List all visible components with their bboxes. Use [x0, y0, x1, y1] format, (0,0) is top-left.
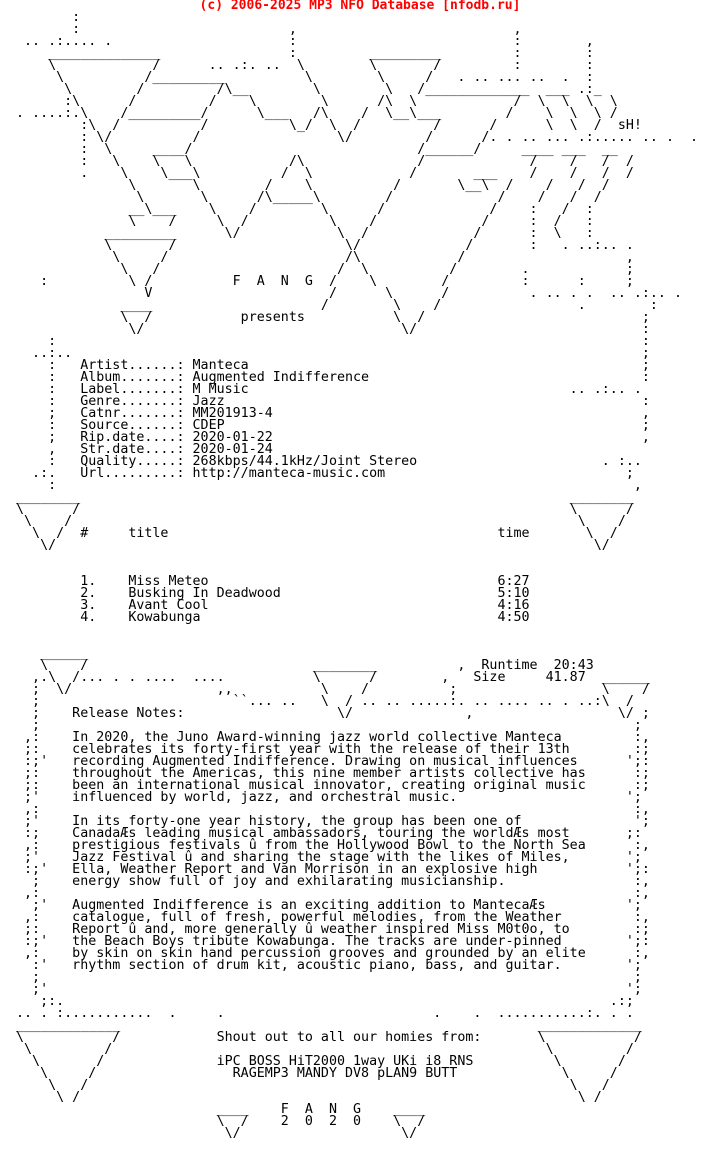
nfo-line: :; CanadaÆs leading musical ambassadors, touring the worldÆs most ;:	[16, 826, 642, 841]
nfo-line: \ / 2 0 2 0 \ /	[16, 1114, 426, 1129]
nfo-line: ;' ';	[16, 982, 642, 997]
nfo-line: \ / \/ / : . ..:.. .	[16, 238, 634, 253]
nfo-line: ,: prestigious festivals û from the Hollywood Bowl to the North Sea :,	[16, 838, 650, 853]
nfo-line: ;: Report û and, more generally û weather inspired Miss M0t0o, to :;	[16, 922, 650, 937]
nfodb-copyright-banner: (c) 2006-2025 MP3 NFO Database [nfodb.ru]	[199, 0, 521, 13]
nfo-line: \ / presents \ / ;	[16, 310, 650, 325]
nfo-line: ,: by skin on skin hand percussion grooves and grounded by an elite :,	[16, 946, 650, 961]
nfo-line: ,: catalogue, full of fresh, powerful melodies, from the Weather :,	[16, 910, 650, 925]
nfo-line: : Album.......: Augmented Indifference :	[16, 370, 650, 385]
nfo-text	[16, 12, 698, 1140]
nfo-line: ; ;	[16, 718, 642, 733]
nfo-line: \ / iPC BOSS HiT2000 1way UKi i8 RNS \ /	[16, 1054, 626, 1069]
nfo-line: \ / # title time \ /	[16, 526, 618, 541]
nfo-line: 2. Busking In Deadwood 5:10	[16, 586, 530, 601]
nfo-line: \ / \ / \ / / : / :	[16, 214, 594, 229]
nfo-line: \ / \ /	[16, 502, 634, 517]
nfo-line: ; Release Notes: \/ , \/ ;	[16, 706, 650, 721]
nfo-line: \/ \/	[16, 1126, 418, 1141]
nfo-line: :;' the Beach Boys tribute Kowabunga. The tracks are under-pinned ';:	[16, 934, 650, 949]
nfo-line: ; Rip.date....: 2020-01-22 ,	[16, 430, 650, 445]
nfo-line: : Genre.......: Jazz :	[16, 394, 650, 409]
nfo-line: \ / ________ , Runtime 20:43	[16, 658, 594, 673]
nfo-line: ;' Augmented Indifference is an exciting addition to MantecaÆs ';	[16, 898, 642, 913]
nfo-line: ,: In 2020, the Juno Award-winning jazz world collective Manteca :,	[16, 730, 650, 745]
nfo-line: ,: :,	[16, 886, 650, 901]
nfo-line: : ,	[16, 478, 642, 493]
nfo-line: :;' recording Augmented Indifference. Drawing on musical influences ';:	[16, 754, 650, 769]
nfo-line: ______	[16, 646, 89, 661]
nfo-line: : Artist......: Manteca ;	[16, 358, 650, 373]
nfo-line: : \ \ \ /\ / / / / /	[16, 154, 634, 169]
nfo-line: : Label.......: M Music .. .:.. .	[16, 382, 642, 397]
nfo-line: ;' Jazz Festival û and sharing the stage with the likes of Miles, ';	[16, 850, 642, 865]
nfo-line: \/ \/ :	[16, 322, 650, 337]
nfo-line: \ / \ /	[16, 514, 626, 529]
nfo-line: \ / Shout out to all our homies from: \ /	[16, 1030, 642, 1045]
nfo-line: _____________ _____________	[16, 1018, 642, 1033]
nfo-line: , Str.date....: 2020-01-24	[16, 442, 273, 457]
nfo-line: : \ / F A N G / \ / : : ;	[16, 274, 634, 289]
nfo-line: ; energy show full of joy and exhilarating musicianship. :,	[16, 874, 650, 889]
nfo-line: . ....:.\ /_________/ \___ /\ / \__\___ / \ \ \ /	[16, 106, 618, 121]
nfo-line: ; \/ ,, \ / ; \ /	[16, 682, 650, 697]
nfo-line: ;: celebrates its forty-first year with the release of their 13th :;	[16, 742, 650, 757]
nfo-line: ;' In its forty-one year history, the group has been one of ';	[16, 814, 650, 829]
nfo-line: \ / /\__ \ \ /_____________ ___ .:_	[16, 82, 602, 97]
nfo-line: ;: been an international musical innovator, creating original music :;	[16, 778, 650, 793]
nfo-line: \ / \ /	[16, 1090, 602, 1105]
nfo-line: : Quality.....: 268kbps/44.1kHz/Joint Stereo . :..	[16, 454, 642, 469]
nfo-line: \ \ / \ / \__\ / / / /	[16, 178, 610, 193]
nfo-line: . \ \___\ / \ / ___ / / / /	[16, 166, 634, 181]
nfo-line: _________ \/ \ / / : \ :	[16, 226, 594, 241]
nfo-line: \/ \/	[16, 538, 610, 553]
nfo-line: 4. Kowabunga 4:50	[16, 610, 530, 625]
nfo-line: : :	[16, 334, 650, 349]
nfo-line: .:. Url.........: http://manteca-music.com ;	[16, 466, 634, 481]
nfo-line: ,.\ /... . . .... .... \ / , Size 41.87 ______	[16, 670, 650, 685]
nfo-line: ______________ : _________ : :	[16, 46, 594, 61]
nfo-line: V / \ / . .. . . .. .:.. .	[16, 286, 683, 301]
nfo-line: : , ,	[16, 22, 522, 37]
nfo-line: 1. Miss Meteo 6:27	[16, 574, 530, 589]
nfo-line: \ / RAGEMP3 MANDY DV8 pLAN9 BUTT \ /	[16, 1066, 618, 1081]
nfo-line: \ \ /\_____\ / / / / /	[16, 190, 602, 205]
nfo-line: ; Catnr.......: MM201913-4 ,	[16, 406, 650, 421]
nfo-line: ____ / \ / . :	[16, 298, 658, 313]
nfo-line: 3. Avant Cool 4:16	[16, 598, 530, 613]
nfo-line: ;: throughout the Americas, this nine member artists collective has :;	[16, 766, 650, 781]
nfo-line: \ / /\ / ,	[16, 250, 634, 265]
nfo-line: .. . :........... . . . . ...........:. . .	[16, 1006, 634, 1021]
nfo-line: ________ ________	[16, 490, 634, 505]
nfo-line: ____ F A N G ____	[16, 1102, 426, 1117]
nfo-line: \ / .. .:. .. \ \ / : :	[16, 58, 594, 73]
nfo-line: ;' influenced by world, jazz, and orchestral music. ';	[16, 790, 642, 805]
nfo-line: \ / / \ / . ;	[16, 262, 634, 277]
nfo-line: ; ;	[16, 970, 642, 985]
nfo-line: ,: :,	[16, 802, 650, 817]
nfo-line: __\___ \ / \ / / : / :	[16, 202, 594, 217]
nfo-line: ;:. .:;	[16, 994, 634, 1009]
nfo-line: : \/ / \/ / /. . .. ... .:..... .. . .	[16, 130, 699, 145]
nfo-line: : Source......: CDEP ;	[16, 418, 650, 433]
nfo-line: :\ / / \ \ /\ \ / \ \ \ \	[16, 94, 618, 109]
nfo-line: \ / \ /	[16, 1042, 634, 1057]
nfo-line: ; ``... .. \ / .. .. .....:. .. .... .. . ..:\ /	[16, 694, 634, 709]
nfo-line: :	[16, 10, 81, 25]
nfo-line: .. .:.... . : : ,	[16, 34, 594, 49]
nfo-line: \ /_________ \ \ / . .. ... .. . :	[16, 70, 594, 85]
nfo-line: :' rhythm section of drum kit, acoustic piano, bass, and guitar. ';	[16, 958, 642, 973]
nfo-line: : \ ____/ /______/ ____ ___ __	[16, 142, 618, 157]
nfo-line: :;' Ella, Weather Report and Van Morrison in an explosive high ';:	[16, 862, 650, 877]
nfo-line: \ / \ /	[16, 1078, 610, 1093]
nfo-line: :\ / / \_/ \ / / / \ \ / sH!	[16, 118, 642, 133]
nfo-line: ..:.. ;	[16, 346, 650, 361]
